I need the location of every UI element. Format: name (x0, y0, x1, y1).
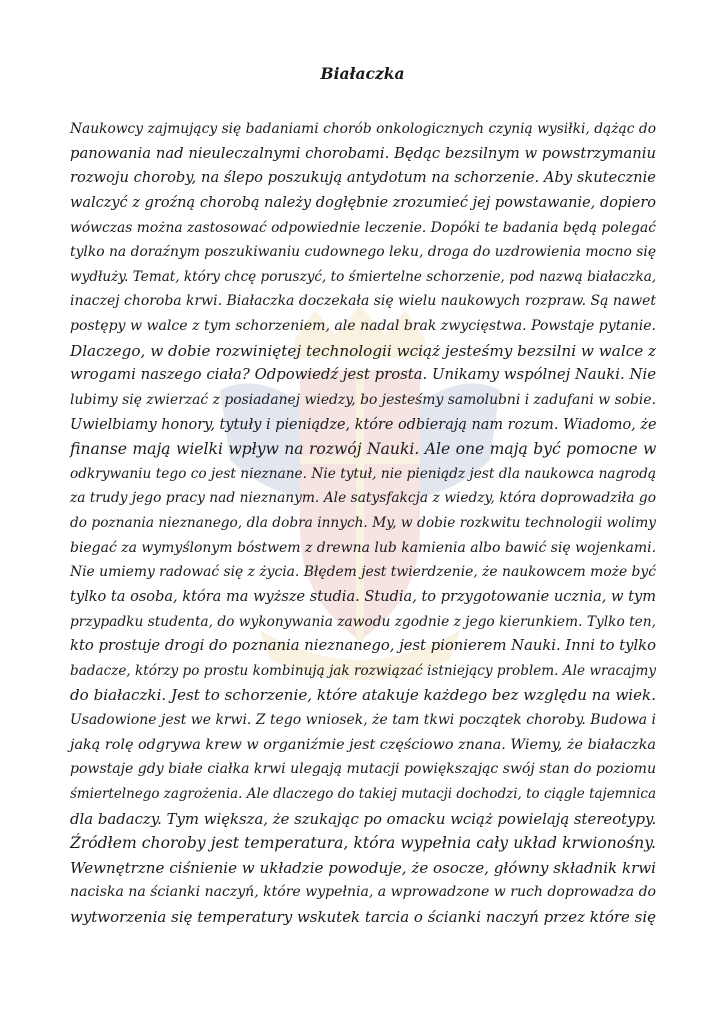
text-line: Źródłem choroby jest temperatura, która wypełnia cały układ krwionośny. (70, 834, 656, 853)
text-line: powstaje gdy białe ciałka krwi ulegają mutacji powiększając swój stan do poziomu (70, 761, 656, 778)
text-line: odkrywaniu tego co jest nieznane. Nie tytuł, nie pieniądz jest dla naukowca nagrodą (70, 465, 656, 482)
text-line: walczyć z groźną chorobą należy dogłębnie zrozumieć jej powstawanie, dopiero (70, 194, 656, 211)
text-line: tylko ta osoba, która ma wyższe studia. Studia, to przygotowanie ucznia, w tym (70, 587, 656, 605)
text-line: lubimy się zwierzać z posiadanej wiedzy, bo jesteśmy samolubni i zadufani w sobie. (70, 391, 656, 408)
text-line: kto prostuje drogi do poznania nieznanego, jest pionierem Nauki. Inni to tylko (70, 637, 656, 655)
text-line: Nie umiemy radować się z życia. Błędem jest twierdzenie, że naukowcem może być (70, 564, 656, 581)
text-line: naciska na ścianki naczyń, które wypełnia, a wprowadzone w ruch doprowadza do (70, 884, 656, 901)
text-line: śmiertelnego zagrożenia. Ale dlaczego do takiej mutacji dochodzi, to ciągle tajemnica (70, 785, 656, 802)
text-line: do białaczki. Jest to schorzenie, które atakuje każdego bez względu na wiek. (70, 686, 657, 705)
text-line: wytworzenia się temperatury wskutek tarcia o ścianki naczyń przez które się (70, 908, 656, 926)
text-line: rozwoju choroby, na ślepo poszukują antydotum na schorzenie. Aby skutecznie (70, 169, 656, 187)
text-line: wydłuży. Temat, który chcę poruszyć, to śmiertelne schorzenie, pod nazwą białaczka, (70, 268, 657, 285)
text-line: za trudy jego pracy nad nieznanym. Ale satysfakcja z wiedzy, która doprowadziła go (70, 490, 656, 507)
text-line: Naukowcy zajmujący się badaniami chorób onkologicznych czynią wysiłki, dążąc do (70, 121, 656, 137)
text-line: do poznania nieznanego, dla dobra innych. My, w dobie rozkwitu technologii wolimy (70, 515, 656, 531)
text-line: biegać za wymyślonym bóstwem z drewna lub kamienia albo bawić się wojenkami. (70, 539, 657, 556)
text-line: Usadowione jest we krwi. Z tego wniosek, że tam tkwi początek choroby. Budowa i (70, 712, 656, 728)
text-line: badacze, którzy po prostu kombinują jak rozwiązać istniejący problem. Ale wracajmy (70, 662, 656, 679)
text-line: Uwielbiamy honory, tytuły i pieniądze, które odbierają nam rozum. Wiadomo, że (70, 416, 657, 433)
text-line: Dlaczego, w dobie rozwiniętej technologii wciąż jesteśmy bezsilni w walce z (70, 341, 657, 360)
text-line: wrogami naszego ciała? Odpowiedź jest prosta. Unikamy wspólnej Nauki. Nie (70, 366, 656, 384)
text-line: jaką rolę odgrywa krew w organiźmie jest częściowo znana. Wiemy, że białaczka (70, 736, 656, 753)
text-line: wówczas można zastosować odpowiednie leczenie. Dopóki te badania będą polegać (70, 219, 656, 236)
document-body (70, 117, 656, 930)
text-line: dla badaczy. Tym większa, że szukając po omacku wciąż powielają stereotypy. (70, 809, 657, 828)
text-line: przypadku studenta, do wykonywania zawodu zgodnie z jego kierunkiem. Tylko ten, (70, 613, 656, 630)
text-line: panowania nad nieuleczalnymi chorobami. Będąc bezsilnym w powstrzymaniu (70, 144, 656, 162)
text-line: tylko na doraźnym poszukiwaniu cudownego leku, droga do uzdrowienia mocno się (70, 244, 657, 261)
text-line: postępy w walce z tym schorzeniem, ale nadal brak zwycięstwa. Powstaje pytanie. (70, 318, 656, 334)
text-line: finanse mają wielki wpływ na rozwój Nauki. Ale one mają być pomocne w (70, 440, 657, 459)
text-line: Wewnętrzne ciśnienie w układzie powoduje, że osocze, główny składnik krwi (70, 858, 656, 877)
document-title: Białaczka (320, 64, 405, 83)
text-line: inaczej choroba krwi. Białaczka doczekała się wielu naukowych rozpraw. Są nawet (70, 293, 657, 310)
